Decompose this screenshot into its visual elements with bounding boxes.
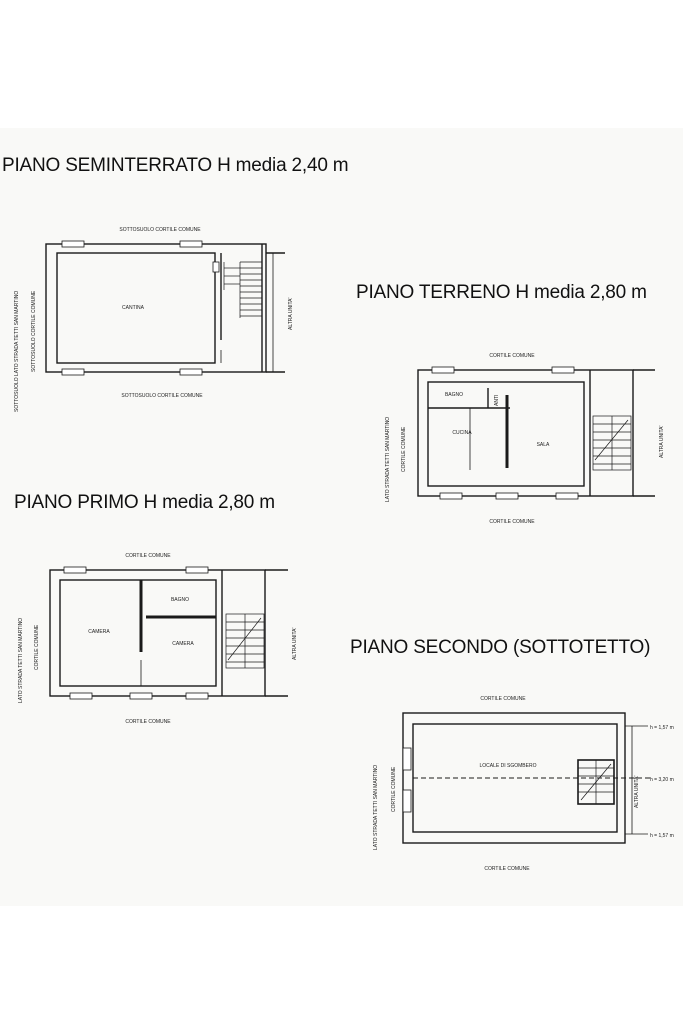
seminterrato-stair — [224, 262, 262, 318]
terreno-bottom-label: CORTILE COMUNE — [489, 519, 535, 525]
terreno-left-label-street: LATO STRADA TETTI SAN MARTINO — [385, 416, 391, 502]
secondo-bottom-label: CORTILE COMUNE — [484, 866, 530, 872]
secondo-height-middle: h = 3,20 m — [650, 777, 674, 783]
plan-primo — [18, 553, 298, 725]
primo-stair — [226, 614, 264, 668]
secondo-stair — [578, 760, 614, 804]
primo-room-camera-2: CAMERA — [172, 641, 194, 647]
primo-right-label: ALTRA UNITA' — [292, 627, 298, 660]
plan-terreno — [385, 353, 665, 525]
heading-secondo: PIANO SECONDO (SOTTOTETTO) — [350, 637, 651, 658]
terreno-room-bagno: BAGNO — [444, 392, 464, 398]
primo-left-label-courtyard: CORTILE COMUNE — [34, 624, 40, 670]
seminterrato-bottom-label: SOTTOSUOLO CORTILE COMUNE — [121, 393, 203, 399]
secondo-right-label: ALTRA UNITA' — [634, 775, 640, 808]
secondo-top-label: CORTILE COMUNE — [480, 696, 526, 702]
terreno-right-label: ALTRA UNITA' — [659, 425, 665, 458]
terreno-outer-wall — [418, 370, 633, 496]
heading-seminterrato: PIANO SEMINTERRATO H media 2,40 m — [2, 155, 349, 176]
seminterrato-left-label-street: SOTTOSUOLO LATO STRADA TETTI SAN MARTINO — [14, 290, 20, 412]
seminterrato-outer-wall — [46, 244, 266, 372]
terreno-room-sala: SALA — [536, 442, 550, 448]
primo-top-label: CORTILE COMUNE — [125, 553, 171, 559]
plan-seminterrato — [14, 227, 294, 412]
primo-bottom-label: CORTILE COMUNE — [125, 719, 171, 725]
seminterrato-top-label: SOTTOSUOLO CORTILE COMUNE — [119, 227, 201, 233]
heading-primo: PIANO PRIMO H media 2,80 m — [14, 492, 275, 513]
terreno-top-label: CORTILE COMUNE — [489, 353, 535, 359]
seminterrato-left-label-courtyard: SOTTOSUOLO CORTILE COMUNE — [31, 290, 37, 372]
secondo-room-sgombero: LOCALE DI SGOMBERO — [479, 763, 537, 769]
terreno-stair — [593, 416, 631, 470]
terreno-room-anti: ANTI — [494, 394, 500, 406]
primo-outer-wall — [50, 570, 265, 696]
seminterrato-right-label: ALTRA UNITA' — [288, 297, 294, 330]
secondo-height-top: h = 1,57 m — [650, 725, 674, 731]
primo-inner-wall — [60, 580, 216, 686]
terreno-left-label-courtyard: CORTILE COMUNE — [401, 426, 407, 472]
secondo-left-label-courtyard: CORTILE COMUNE — [391, 766, 397, 812]
primo-room-bagno: BAGNO — [170, 597, 190, 603]
secondo-inner-wall — [413, 724, 617, 832]
secondo-left-label-street: LATO STRADA TETTI SAN MARTINO — [373, 764, 379, 850]
heading-terreno: PIANO TERRENO H media 2,80 m — [356, 282, 647, 303]
primo-left-label-street: LATO STRADA TETTI SAN MARTINO — [18, 617, 24, 703]
primo-room-camera-1: CAMERA — [88, 629, 110, 635]
seminterrato-room-cantina: CANTINA — [122, 305, 144, 311]
plan-secondo — [373, 696, 674, 872]
secondo-height-bottom: h = 1,57 m — [650, 833, 674, 839]
terreno-room-cucina: CUCINA — [452, 430, 472, 436]
